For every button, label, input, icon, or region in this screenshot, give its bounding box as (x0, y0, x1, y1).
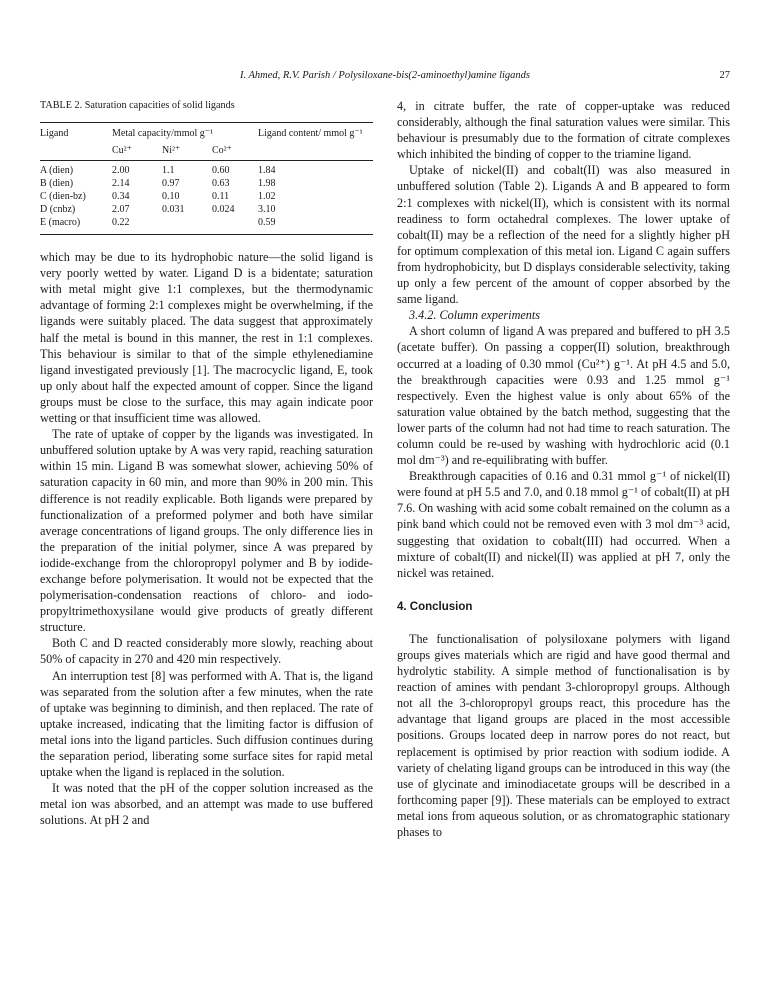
table-row (40, 190, 373, 203)
subsection-heading: 3.4.2. Column experiments (409, 308, 540, 323)
table-row (40, 177, 373, 190)
cell-co (212, 216, 258, 235)
running-head-title: I. Ahmed, R.V. Parish / Polysiloxane-bis(2-aminoethyl)amine ligands (239, 70, 531, 81)
body-paragraph: Both C and D reacted considerably more slowly, reaching about 50% of capacity in 270 and 420 min respectively. (40, 636, 373, 667)
cell-cu: 2.07 (112, 204, 130, 216)
header-cu: Cu²⁺ (112, 142, 162, 161)
cell-ni: 1.1 (162, 165, 175, 177)
cell-ni: 0.031 (162, 204, 185, 216)
right-column (397, 98, 730, 840)
cell-content: 1.02 (258, 191, 276, 203)
saturation-table (40, 122, 373, 235)
page-number: 27 (719, 70, 730, 81)
cell-ni: 0.10 (162, 191, 180, 203)
left-column (40, 98, 373, 828)
body-paragraph: The rate of uptake of copper by the ligands was investigated. In unbuffered solution uptake by A was very rapid, reaching saturation within 15 min. Ligand B was somewhat slower, achieving 50% of saturation capacity in 60 min, and more than 90% in 200 min. This difference is not readily explicable. Both ligands were prepared by functionalization of a preformed polymer and both have similar average concentrations of ligand groups. The only difference lies in the preparation of the initial polymer, since A was prepared by iodide-exchange from the chloropropyl polymer and B by iodide-exchange before polymerisation. It would not be expected that the polymerisation-condensation reactions of chloro- and iodo-propyltrimethoxysilane would give products of greatly different structure. (40, 427, 373, 635)
cell-ligand: A (dien) (40, 165, 74, 177)
cell-ni: 0.97 (162, 178, 180, 190)
running-header (40, 70, 730, 84)
cell-cu: 0.34 (112, 191, 130, 203)
cell-ligand: E (macro) (40, 216, 112, 235)
cell-cu: 0.22 (112, 216, 162, 235)
section-heading: 4. Conclusion (397, 600, 473, 613)
cell-co: 0.60 (212, 165, 230, 177)
cell-co: 0.63 (212, 178, 230, 190)
cell-ligand: C (dien-bz) (40, 191, 86, 203)
body-paragraph: Uptake of nickel(II) and cobalt(II) was also measured in unbuffered solution (Table 2). Ligands A and B appeared to form 2:1 complexes with nickel(II), which is consistent with its normal readiness to form octahedral complexes. The lower uptake of cobalt(II) may be a reflection of the need for a slightly higher pH for optimum complexation of this metal ion. Ligand C again suffers from hydrophobicity, but D displays considerable selectivity, taking up only a few percent of the amount of copper absorbed by the same ligand. (397, 163, 730, 307)
table-row (40, 161, 373, 178)
table-caption: TABLE 2. Saturation capacities of solid ligands (40, 100, 235, 111)
header-ligand-content: Ligand content/ mmol g⁻¹ (258, 123, 373, 143)
cell-cu: 2.14 (112, 178, 130, 190)
body-paragraph: which may be due to its hydrophobic nature—the solid ligand is very poorly wetted by water. Ligand D is a bidentate; saturation with metal might give 1:1 complexes, but the thermodynamic advantage of forming 2:1 complexes might be overwhelming, if the ligands were suitably placed. The data suggest that approximately half the metal is bound in this manner, the rest in 1:1 complexes. This behaviour is similar to that of the simple ethylenediamine ligand investigated previously [1]. The macrocyclic ligand, E, took up only about half the expected amount of copper. Since the ligand groups must be close to the surface, this may again indicate poor wetting or that insufficient time was allowed. (40, 250, 373, 426)
cell-content: 1.98 (258, 178, 276, 190)
cell-co: 0.11 (212, 191, 230, 203)
header-co: Co²⁺ (212, 142, 258, 161)
cell-content: 0.59 (258, 216, 373, 235)
cell-cu: 2.00 (112, 165, 130, 177)
body-paragraph: The functionalisation of polysiloxane polymers with ligand groups gives materials which are rigid and have good thermal and hydrolytic stability. A simple method of functionalisation is by reaction of amines with pendant 3-chloropropyl groups. Although not all the 3-chloropropyl groups react, this procedure has the advantage that ligand groups are placed in the most accessible positions. Groups located deep in narrow pores do not react, but replacement is optimised by prior reaction with sodium iodide. A variety of chelating ligand groups can be introduced in this way (the use of glycinate and iminodiacetate groups will be described in a forthcoming paper [9]). These materials can be employed to extract metal ions from aqueous solution, or as chromatographic stationary phases to (397, 631, 730, 840)
cell-content: 1.84 (258, 165, 276, 177)
body-paragraph: 4, in citrate buffer, the rate of copper-uptake was reduced considerably, although the final saturation values were similar. This behaviour is presumably due to the formation of citrate complexes which inhibited the binding of copper to the triamine ligand. (397, 99, 730, 162)
table-row (40, 216, 373, 235)
body-paragraph: Breakthrough capacities of 0.16 and 0.31 mmol g⁻¹ of nickel(II) were found at pH 5.5 and 7.0, and 0.18 mmol g⁻¹ of cobalt(II) at pH 7.6. On washing with acid some cobalt remained on the column as a pink band which could not be removed even with 3 mol dm⁻³ acid, suggesting that oxidation to cobalt(III) had occurred. When a mixture of cobalt(II) and nickel(II) was applied at pH 7, only the nickel was retained. (397, 469, 730, 580)
body-paragraph: A short column of ligand A was prepared and buffered to pH 3.5 (acetate buffer). On passing a copper(II) solution, breakthrough occurred at a loading of 0.30 mmol (Cu²⁺) g⁻¹. At pH 4.5 and 5.0, the breakthrough capacities were 0.93 and 1.25 mmol g⁻¹ respectively. Even the highest value is only about 65% of the saturation value obtained by the batch method, suggesting that the lower parts of the column had not had time to reach saturation. The column could be re-used by washing with hydrochloric acid (0.1 mol dm⁻³) and re-equilibrating with buffer. (397, 324, 730, 468)
header-ni: Ni²⁺ (162, 142, 212, 161)
cell-content: 3.10 (258, 204, 276, 216)
table-row (40, 203, 373, 216)
body-paragraph: It was noted that the pH of the copper solution increased as the metal ion was absorbed, and an attempt was made to use buffered solutions. At pH 2 and (40, 781, 373, 828)
body-paragraph: An interruption test [8] was performed with A. That is, the ligand was separated from the solution after a few minutes, when the rate of uptake was beginning to diminish, and then replaced. The rate of uptake increased, indicating that the limiting factor is diffusion of metal ions into the ligand particles. Such diffusion continues during the separation period, liberating some surface sites for rapid metal uptake when the ligand is replaced in the solution. (40, 668, 373, 780)
cell-ligand: D (cnbz) (40, 204, 76, 216)
header-metal-capacity: Metal capacity/mmol g⁻¹ (112, 123, 258, 143)
cell-co: 0.024 (212, 204, 235, 216)
header-ligand: Ligand (40, 123, 112, 143)
cell-ligand: B (dien) (40, 178, 74, 190)
cell-ni (162, 216, 212, 235)
